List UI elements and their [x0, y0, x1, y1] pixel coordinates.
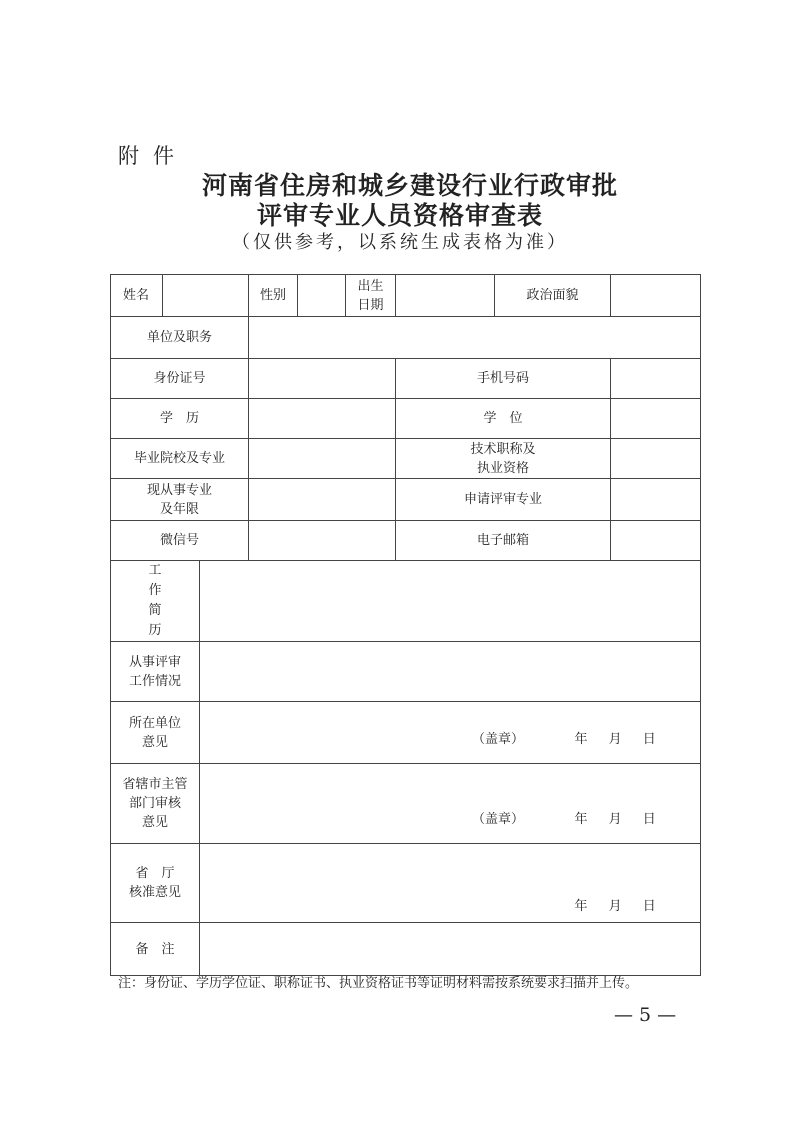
- label-birth-date-line1: 出生: [357, 278, 384, 294]
- page-number: — 5 —: [614, 1004, 677, 1026]
- form-title-line2: 评审专业人员资格审查表: [256, 201, 543, 230]
- label-current-major-line1: 现从事专业: [146, 482, 212, 498]
- unit-day-label: 日: [642, 732, 656, 747]
- label-birth-date-line2: 日期: [357, 297, 384, 313]
- label-title-qualification-line2: 执业资格: [476, 460, 529, 476]
- label-review-work-line2: 工作情况: [128, 673, 181, 689]
- field-province-opinion[interactable]: [200, 844, 701, 923]
- field-education[interactable]: [249, 399, 396, 439]
- label-birth-date: [346, 275, 396, 317]
- field-id-number[interactable]: [249, 359, 396, 399]
- field-gender[interactable]: [298, 275, 346, 317]
- label-id-number: 身份证号: [111, 359, 249, 399]
- label-review-work: [111, 642, 200, 702]
- label-title-qualification-line1: 技术职称及: [470, 441, 536, 457]
- label-review-work-line1: 从事评审: [128, 654, 181, 670]
- city-date-line: [566, 810, 664, 829]
- unit-month-label: 月: [608, 732, 622, 747]
- label-education: 学 历: [111, 399, 249, 439]
- label-work-resume: [111, 561, 200, 642]
- footer-note: 注：身份证、学历学位证、职称证书、执业资格证书等证明材料需按系统要求扫描并上传。: [118, 976, 639, 991]
- label-unit-opinion-line1: 所在单位: [128, 715, 181, 731]
- attachment-label: 附件: [118, 144, 188, 168]
- province-date-line: [566, 897, 664, 916]
- label-mobile: 手机号码: [396, 359, 611, 399]
- label-wechat: 微信号: [111, 521, 249, 561]
- label-current-major: [111, 479, 249, 521]
- label-city-opinion: [111, 764, 200, 844]
- field-email[interactable]: [611, 521, 701, 561]
- label-school-major: 毕业院校及专业: [111, 439, 249, 479]
- field-birth-date[interactable]: [396, 275, 495, 317]
- field-political-status[interactable]: [611, 275, 701, 317]
- label-gender: 性别: [249, 275, 298, 317]
- field-remarks[interactable]: [200, 923, 701, 976]
- field-city-opinion[interactable]: [200, 764, 701, 844]
- field-title-qualification[interactable]: [611, 439, 701, 479]
- field-name[interactable]: [163, 275, 249, 317]
- city-month-label: 月: [608, 812, 622, 827]
- field-apply-major[interactable]: [611, 479, 701, 521]
- label-title-qualification: [396, 439, 611, 479]
- field-unit-position[interactable]: [249, 317, 701, 359]
- form-title-line1: 河南省住房和城乡建设行业行政审批: [201, 171, 618, 200]
- field-current-major[interactable]: [249, 479, 396, 521]
- label-city-opinion-line1: 省辖市主管: [122, 777, 188, 792]
- field-degree[interactable]: [611, 399, 701, 439]
- city-day-label: 日: [642, 812, 656, 827]
- label-email: 电子邮箱: [396, 521, 611, 561]
- city-seal-label: （盖章）: [472, 812, 525, 827]
- label-city-opinion-line2: 部门审核: [128, 796, 181, 811]
- field-review-work[interactable]: [200, 642, 701, 702]
- qualification-form-table: [110, 274, 701, 976]
- city-year-label: 年: [574, 812, 588, 827]
- label-unit-position: 单位及职务: [111, 317, 249, 359]
- label-province-opinion: [111, 844, 200, 923]
- label-province-opinion-line1: 省 厅: [135, 866, 175, 881]
- label-political-status: 政治面貌: [495, 275, 611, 317]
- field-work-resume[interactable]: [200, 561, 701, 642]
- label-remarks: 备 注: [111, 923, 200, 976]
- province-month-label: 月: [608, 899, 622, 914]
- field-school-major[interactable]: [249, 439, 396, 479]
- label-province-opinion-line2: 核准意见: [128, 885, 181, 900]
- label-apply-major: 申请评审专业: [396, 479, 611, 521]
- field-wechat[interactable]: [249, 521, 396, 561]
- label-work-resume-text: 工作简历: [148, 563, 162, 638]
- province-day-label: 日: [642, 899, 656, 914]
- unit-year-label: 年: [574, 732, 588, 747]
- label-name: 姓名: [111, 275, 163, 317]
- province-year-label: 年: [574, 899, 588, 914]
- unit-seal-label: （盖章）: [472, 732, 525, 747]
- label-current-major-line2: 及年限: [159, 501, 199, 517]
- label-unit-opinion: [111, 702, 200, 764]
- unit-date-line: [566, 730, 664, 749]
- field-unit-opinion[interactable]: [200, 702, 701, 764]
- form-subtitle: （仅供参考，以系统生成表格为准）: [232, 232, 568, 253]
- label-degree: 学 位: [396, 399, 611, 439]
- label-unit-opinion-line2: 意见: [141, 734, 168, 750]
- label-city-opinion-line3: 意见: [141, 815, 168, 830]
- field-mobile[interactable]: [611, 359, 701, 399]
